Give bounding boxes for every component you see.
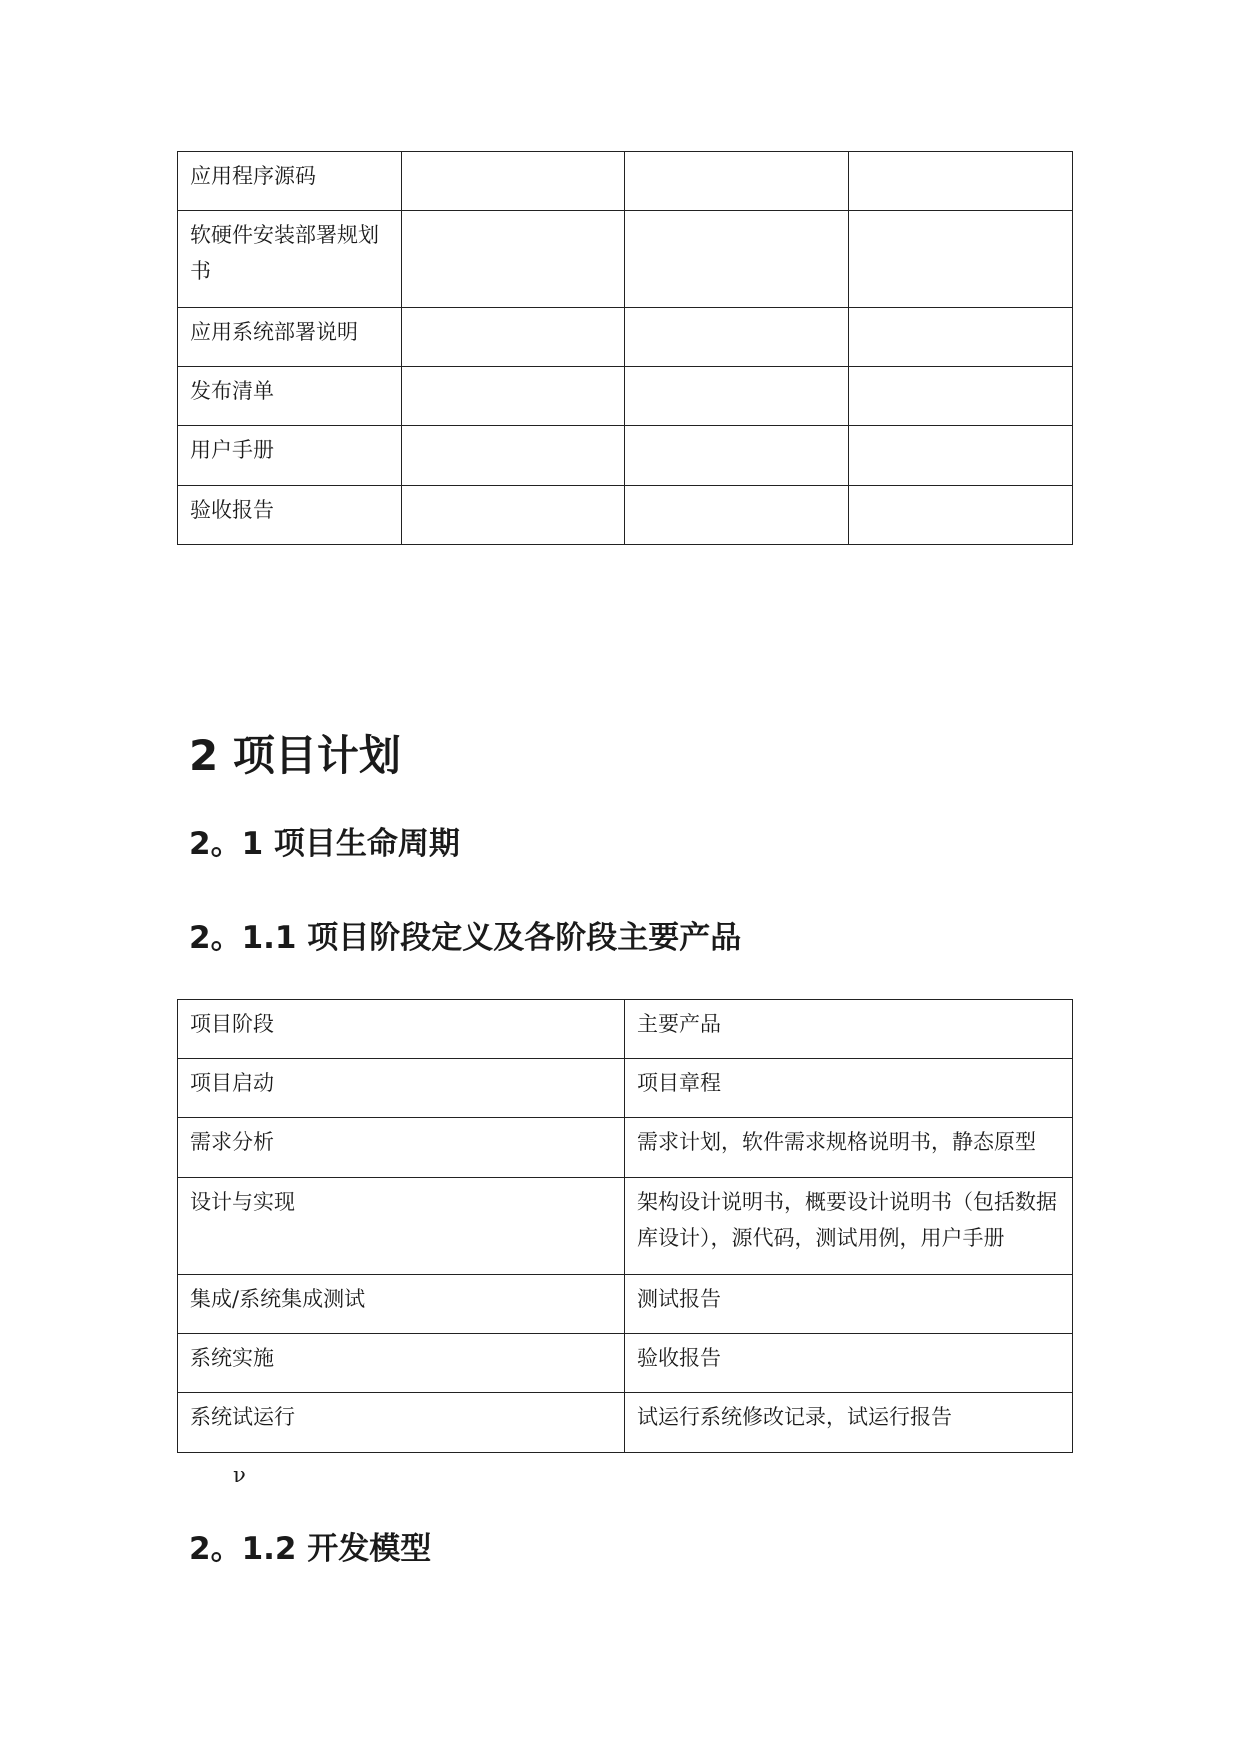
table-cell [849,152,1073,211]
table-cell: 试运行系统修改记录，试运行报告 [625,1393,1073,1453]
table-cell [625,367,849,426]
table-cell: 设计与实现 [178,1178,625,1275]
table-cell [625,486,849,545]
phases-table [177,999,1073,1453]
table-cell: 验收报告 [625,1334,1073,1393]
table-row [178,1275,1073,1334]
table-cell: 软硬件安装部署规划书 [178,211,402,308]
table-cell: 验收报告 [178,486,402,545]
table-cell [402,152,625,211]
table-cell [402,426,625,486]
table-row [178,1059,1073,1118]
table-cell: 架构设计说明书，概要设计说明书（包括数据库设计），源代码，测试用例，用户手册 [625,1178,1073,1275]
table-header-cell: 主要产品 [625,1000,1073,1059]
table-cell: 系统实施 [178,1334,625,1393]
table-cell [849,308,1073,367]
table-cell [849,211,1073,308]
table-cell: 用户手册 [178,426,402,486]
subsubsection-heading: 2。1.2 开发模型 [189,1531,432,1567]
table-row [178,1334,1073,1393]
table-cell [402,211,625,308]
table-cell [625,211,849,308]
table-row [178,211,1073,308]
table-row [178,1393,1073,1453]
table-row [178,152,1073,211]
table-header-row [178,1000,1073,1059]
table-cell [625,308,849,367]
table-row [178,486,1073,545]
table-cell [625,152,849,211]
bullet-marker: ν [233,1463,246,1487]
table-row [178,367,1073,426]
table-cell: 测试报告 [625,1275,1073,1334]
table-cell: 系统试运行 [178,1393,625,1453]
table-cell [402,367,625,426]
table-cell: 项目章程 [625,1059,1073,1118]
deliverables-table [177,151,1073,545]
table-cell: 应用系统部署说明 [178,308,402,367]
subsection-heading: 2。1 项目生命周期 [189,826,460,862]
section-heading: 2 项目计划 [189,731,401,780]
table-cell [402,308,625,367]
table-cell [849,367,1073,426]
table-cell: 需求计划，软件需求规格说明书，静态原型 [625,1118,1073,1178]
table-cell [849,426,1073,486]
table-cell: 发布清单 [178,367,402,426]
table-cell [849,486,1073,545]
table-cell [402,486,625,545]
table-cell: 集成/系统集成测试 [178,1275,625,1334]
table-row [178,308,1073,367]
subsubsection-heading: 2。1.1 项目阶段定义及各阶段主要产品 [189,920,742,956]
table-row [178,1118,1073,1178]
table-cell [625,426,849,486]
table-header-cell: 项目阶段 [178,1000,625,1059]
table-cell: 应用程序源码 [178,152,402,211]
table-cell: 项目启动 [178,1059,625,1118]
table-row [178,426,1073,486]
table-row [178,1178,1073,1275]
table-cell: 需求分析 [178,1118,625,1178]
